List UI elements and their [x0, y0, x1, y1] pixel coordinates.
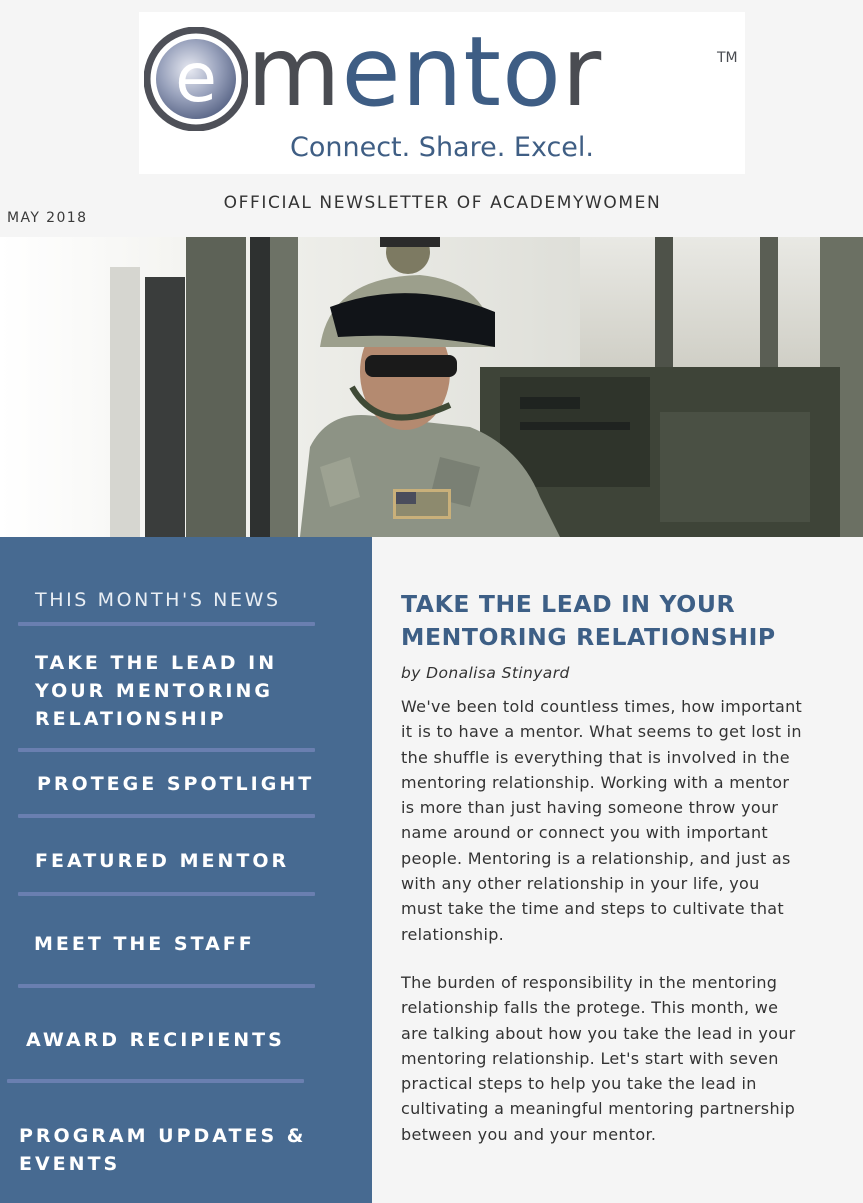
sidebar-item-label: PROTEGE SPOTLIGHT [37, 773, 315, 795]
paragraph-line: name around or connect you with important [401, 823, 768, 843]
sidebar-divider [18, 892, 315, 896]
sidebar-item-featured-mentor[interactable] [35, 847, 289, 875]
sidebar-item-program-updates-events[interactable] [19, 1122, 306, 1178]
logo-rest: ento [341, 16, 562, 128]
issue-date: MAY 2018 [7, 210, 88, 226]
paragraph-line: mentoring relationship. Working with a mentor [401, 772, 790, 792]
paragraph-line: mentoring relationship. Let's start with seven [401, 1048, 779, 1068]
sidebar-divider [18, 622, 315, 626]
logo-r: r [561, 16, 603, 128]
sidebar-item-take-the-lead[interactable] [35, 649, 277, 733]
logo-m: m [247, 16, 342, 128]
paragraph-line: must take the time and steps to cultivate that [401, 899, 784, 919]
article-byline: by Donalisa Stinyard [401, 664, 570, 682]
sidebar-item-label: EVENTS [19, 1153, 121, 1175]
paragraph-line: it is to have a mentor. What seems to get lost in [401, 722, 802, 742]
sidebar-item-label: TAKE THE LEAD IN [35, 652, 278, 674]
paragraph-line: people. Mentoring is a relationship, and just as [401, 848, 791, 868]
article-title-line: TAKE THE LEAD IN YOUR [401, 590, 736, 618]
sidebar-item-label: PROGRAM UPDATES & [19, 1125, 307, 1147]
sidebar-item-meet-the-staff[interactable] [34, 930, 255, 958]
sidebar-divider [18, 748, 315, 752]
paragraph-line: practical steps to help you take the lead in [401, 1074, 757, 1094]
logo-e-emblem [144, 27, 248, 131]
sidebar-divider [18, 984, 315, 988]
newsletter-subtitle: OFFICIAL NEWSLETTER OF ACADEMYWOMEN [223, 193, 662, 213]
paragraph-line: is more than just having someone throw your [401, 798, 779, 818]
paragraph-line: the shuffle is everything that is involved in the [401, 747, 790, 767]
article-paragraph-2 [401, 970, 826, 1147]
sidebar-item-label: RELATIONSHIP [35, 708, 227, 730]
sidebar-item-label: AWARD RECIPIENTS [26, 1029, 285, 1051]
sidebar-item-protege-spotlight[interactable] [37, 770, 314, 798]
paragraph-line: are talking about how you take the lead in your [401, 1023, 796, 1043]
sidebar-item-label: YOUR MENTORING [35, 680, 274, 702]
logo-wordmark [247, 16, 603, 128]
logo-tagline: Connect. Share. Excel. [290, 132, 594, 163]
newsletter-header [0, 0, 863, 237]
paragraph-line: We've been told countless times, how important [401, 697, 803, 716]
paragraph-line: The burden of responsibility in the mentoring [401, 973, 778, 992]
paragraph-line: relationship falls the protege. This month, we [401, 998, 779, 1018]
paragraph-line: between you and your mentor. [401, 1124, 657, 1144]
logo-e-letter: e [175, 39, 217, 118]
sidebar-divider [7, 1079, 304, 1083]
hero-photo-soldier-in-vehicle [0, 237, 863, 537]
ementor-logo [139, 12, 745, 174]
paragraph-line: with any other relationship in your life, you [401, 874, 760, 894]
sidebar-item-label: MEET THE STAFF [34, 933, 255, 955]
article-title [401, 588, 841, 654]
logo-trademark: TM [717, 50, 738, 66]
article-title-line: MENTORING RELATIONSHIP [401, 623, 776, 651]
sidebar-heading: THIS MONTH'S NEWS [35, 589, 281, 611]
sidebar-divider [18, 814, 315, 818]
paragraph-line: relationship. [401, 924, 505, 944]
article-paragraph-1 [401, 694, 826, 947]
sidebar-item-label: FEATURED MENTOR [35, 850, 290, 872]
sidebar-item-award-recipients[interactable] [26, 1026, 285, 1054]
paragraph-line: cultivating a meaningful mentoring partnership [401, 1099, 796, 1119]
hero-illustration [0, 237, 863, 537]
